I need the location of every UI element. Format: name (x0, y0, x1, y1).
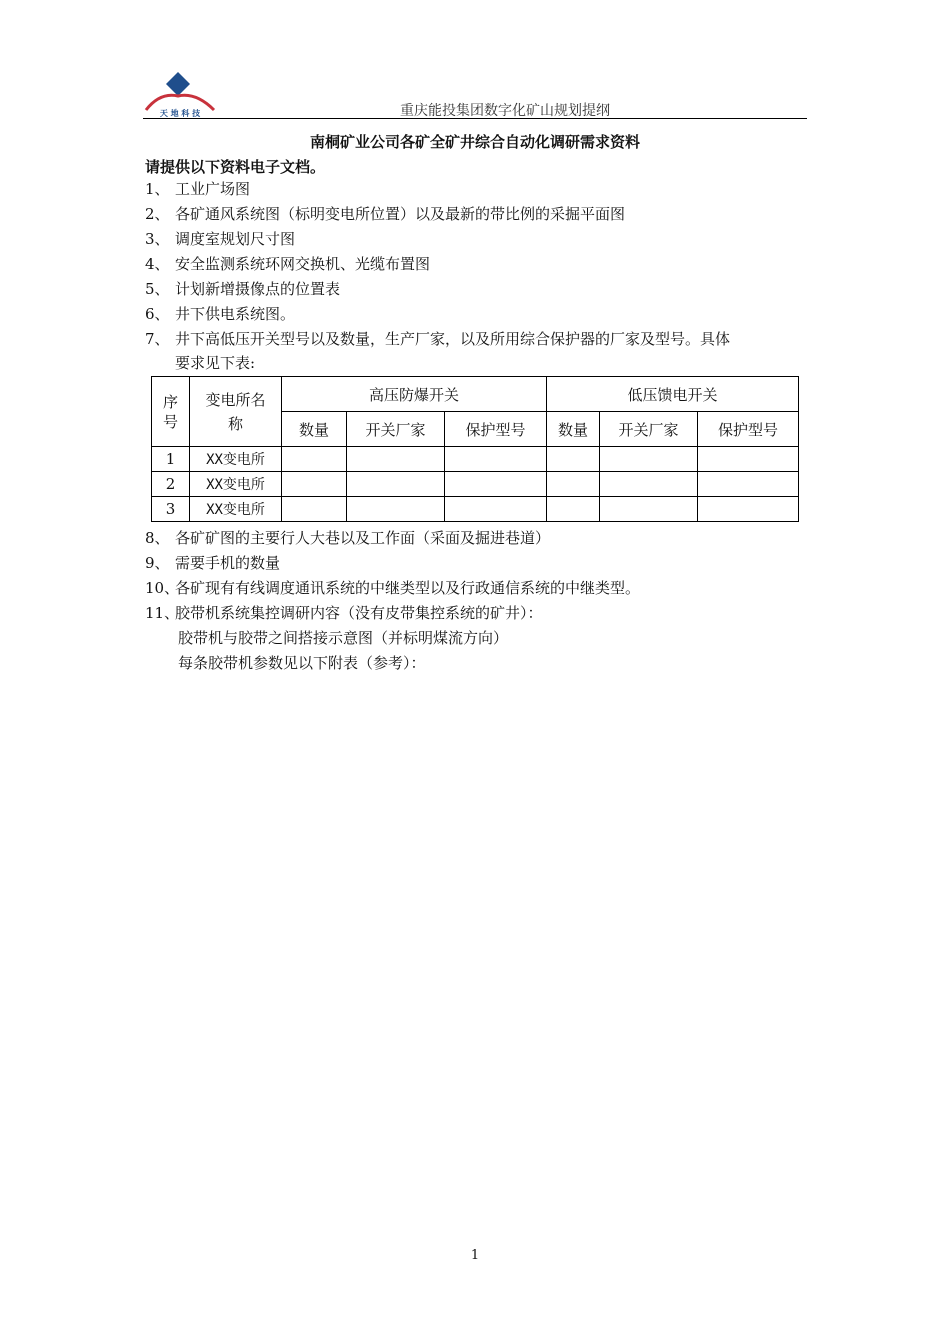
list-item-number: 3、 (145, 230, 170, 248)
header-serial-number (152, 377, 190, 447)
header-low-voltage-group: 低压馈电开关 (547, 377, 799, 412)
cell-substation: XX变电所 (190, 472, 282, 497)
logo-diamond (166, 72, 190, 96)
cell-empty[interactable] (547, 497, 600, 522)
list-item-number: 1、 (145, 180, 170, 198)
list-item-text: 调度室规划尺寸图 (175, 230, 296, 248)
table-row (152, 472, 799, 497)
cell-serial: 2 (152, 472, 190, 497)
list-item-text: 胶带机系统集控调研内容（没有皮带集控系统的矿井）： (175, 604, 543, 622)
list-item-text: 各矿通风系统图（标明变电所位置）以及最新的带比例的采掘平面图 (175, 205, 626, 223)
list-item-text: 需要手机的数量 (175, 554, 281, 572)
document-title: 南桐矿业公司各矿全矿井综合自动化调研需求资料 (309, 133, 640, 151)
subheader-manufacturer-lv: 开关厂家 (600, 412, 698, 447)
list-item-number: 10、 (145, 579, 180, 597)
list-item-text: 计划新增摄像点的位置表 (175, 280, 341, 298)
cell-empty[interactable] (547, 472, 600, 497)
list-item-text: 井下供电系统图。 (175, 305, 296, 323)
cell-empty[interactable] (600, 447, 698, 472)
list-item-6 (145, 304, 295, 324)
logo-text: 天 地 科 技 (159, 108, 201, 118)
header-divider (143, 118, 807, 119)
cell-empty[interactable] (347, 497, 445, 522)
list-item-2 (145, 204, 625, 224)
switch-requirements-table (151, 376, 799, 522)
header-name-line1: 变电所名 (205, 390, 266, 409)
list-item-11-sub-2: 每条胶带机参数见以下附表（参考）： (178, 654, 426, 672)
cell-substation: XX变电所 (190, 447, 282, 472)
cell-empty[interactable] (600, 472, 698, 497)
cell-empty[interactable] (698, 447, 799, 472)
cell-empty[interactable] (282, 472, 347, 497)
list-item-text: 工业广场图 (175, 180, 251, 198)
cell-empty[interactable] (547, 447, 600, 472)
list-item-text: 安全监测系统环网交换机、光缆布置图 (175, 255, 431, 273)
list-item-4 (145, 254, 430, 274)
header-high-voltage-group: 高压防爆开关 (282, 377, 547, 412)
list-item-number: 8、 (145, 529, 170, 547)
subheader-manufacturer-hv: 开关厂家 (347, 412, 445, 447)
list-item-number: 11、 (145, 604, 180, 622)
subheader-protection-model-lv: 保护型号 (698, 412, 799, 447)
cell-empty[interactable] (282, 447, 347, 472)
list-item-7 (145, 329, 730, 349)
list-item-number: 5、 (145, 280, 170, 298)
subheader-quantity-lv: 数量 (547, 412, 600, 447)
list-item-number: 4、 (145, 255, 170, 273)
list-item-text: 井下高低压开关型号以及数量，生产厂家，以及所用综合保护器的厂家及型号。具体 (175, 330, 731, 348)
table-row (152, 497, 799, 522)
header-serial-line2: 号 (162, 412, 178, 431)
header-name-line2: 称 (227, 414, 243, 433)
list-item-1 (145, 179, 250, 199)
list-item-5 (145, 279, 340, 299)
subheader-protection-model-hv: 保护型号 (445, 412, 547, 447)
list-item-text: 各矿现有有线调度通讯系统的中继类型以及行政通信系统的中继类型。 (175, 579, 641, 597)
cell-serial: 3 (152, 497, 190, 522)
list-item-number: 6、 (145, 305, 170, 323)
table-header-row (152, 377, 799, 412)
list-item-8 (145, 528, 550, 548)
list-item-11 (145, 603, 543, 623)
header-substation-name (190, 377, 282, 447)
list-item-number: 7、 (145, 330, 170, 348)
list-item-number: 9、 (145, 554, 170, 572)
cell-substation: XX变电所 (190, 497, 282, 522)
cell-empty[interactable] (698, 472, 799, 497)
list-item-11-sub-1: 胶带机与胶带之间搭接示意图（并标明煤流方向） (178, 629, 509, 647)
list-item-number: 2、 (145, 205, 170, 223)
list-item-3 (145, 229, 295, 249)
page-number: 1 (470, 1248, 480, 1263)
cell-empty[interactable] (445, 447, 547, 472)
list-item-7-continuation: 要求见下表: (175, 354, 256, 372)
header-serial-line1: 序 (162, 392, 178, 411)
table-row (152, 447, 799, 472)
cell-empty[interactable] (347, 472, 445, 497)
document-subtitle: 请提供以下资料电子文档。 (145, 158, 326, 176)
list-item-text: 各矿矿图的主要行人大巷以及工作面（采面及掘进巷道） (175, 529, 551, 547)
subheader-quantity-hv: 数量 (282, 412, 347, 447)
list-item-10 (145, 578, 640, 598)
cell-empty[interactable] (445, 497, 547, 522)
header-title: 重庆能投集团数字化矿山规划提纲 (400, 103, 610, 119)
cell-serial: 1 (152, 447, 190, 472)
cell-empty[interactable] (347, 447, 445, 472)
cell-empty[interactable] (600, 497, 698, 522)
cell-empty[interactable] (698, 497, 799, 522)
cell-empty[interactable] (445, 472, 547, 497)
cell-empty[interactable] (282, 497, 347, 522)
list-item-9 (145, 553, 280, 573)
company-logo-icon (140, 70, 220, 120)
